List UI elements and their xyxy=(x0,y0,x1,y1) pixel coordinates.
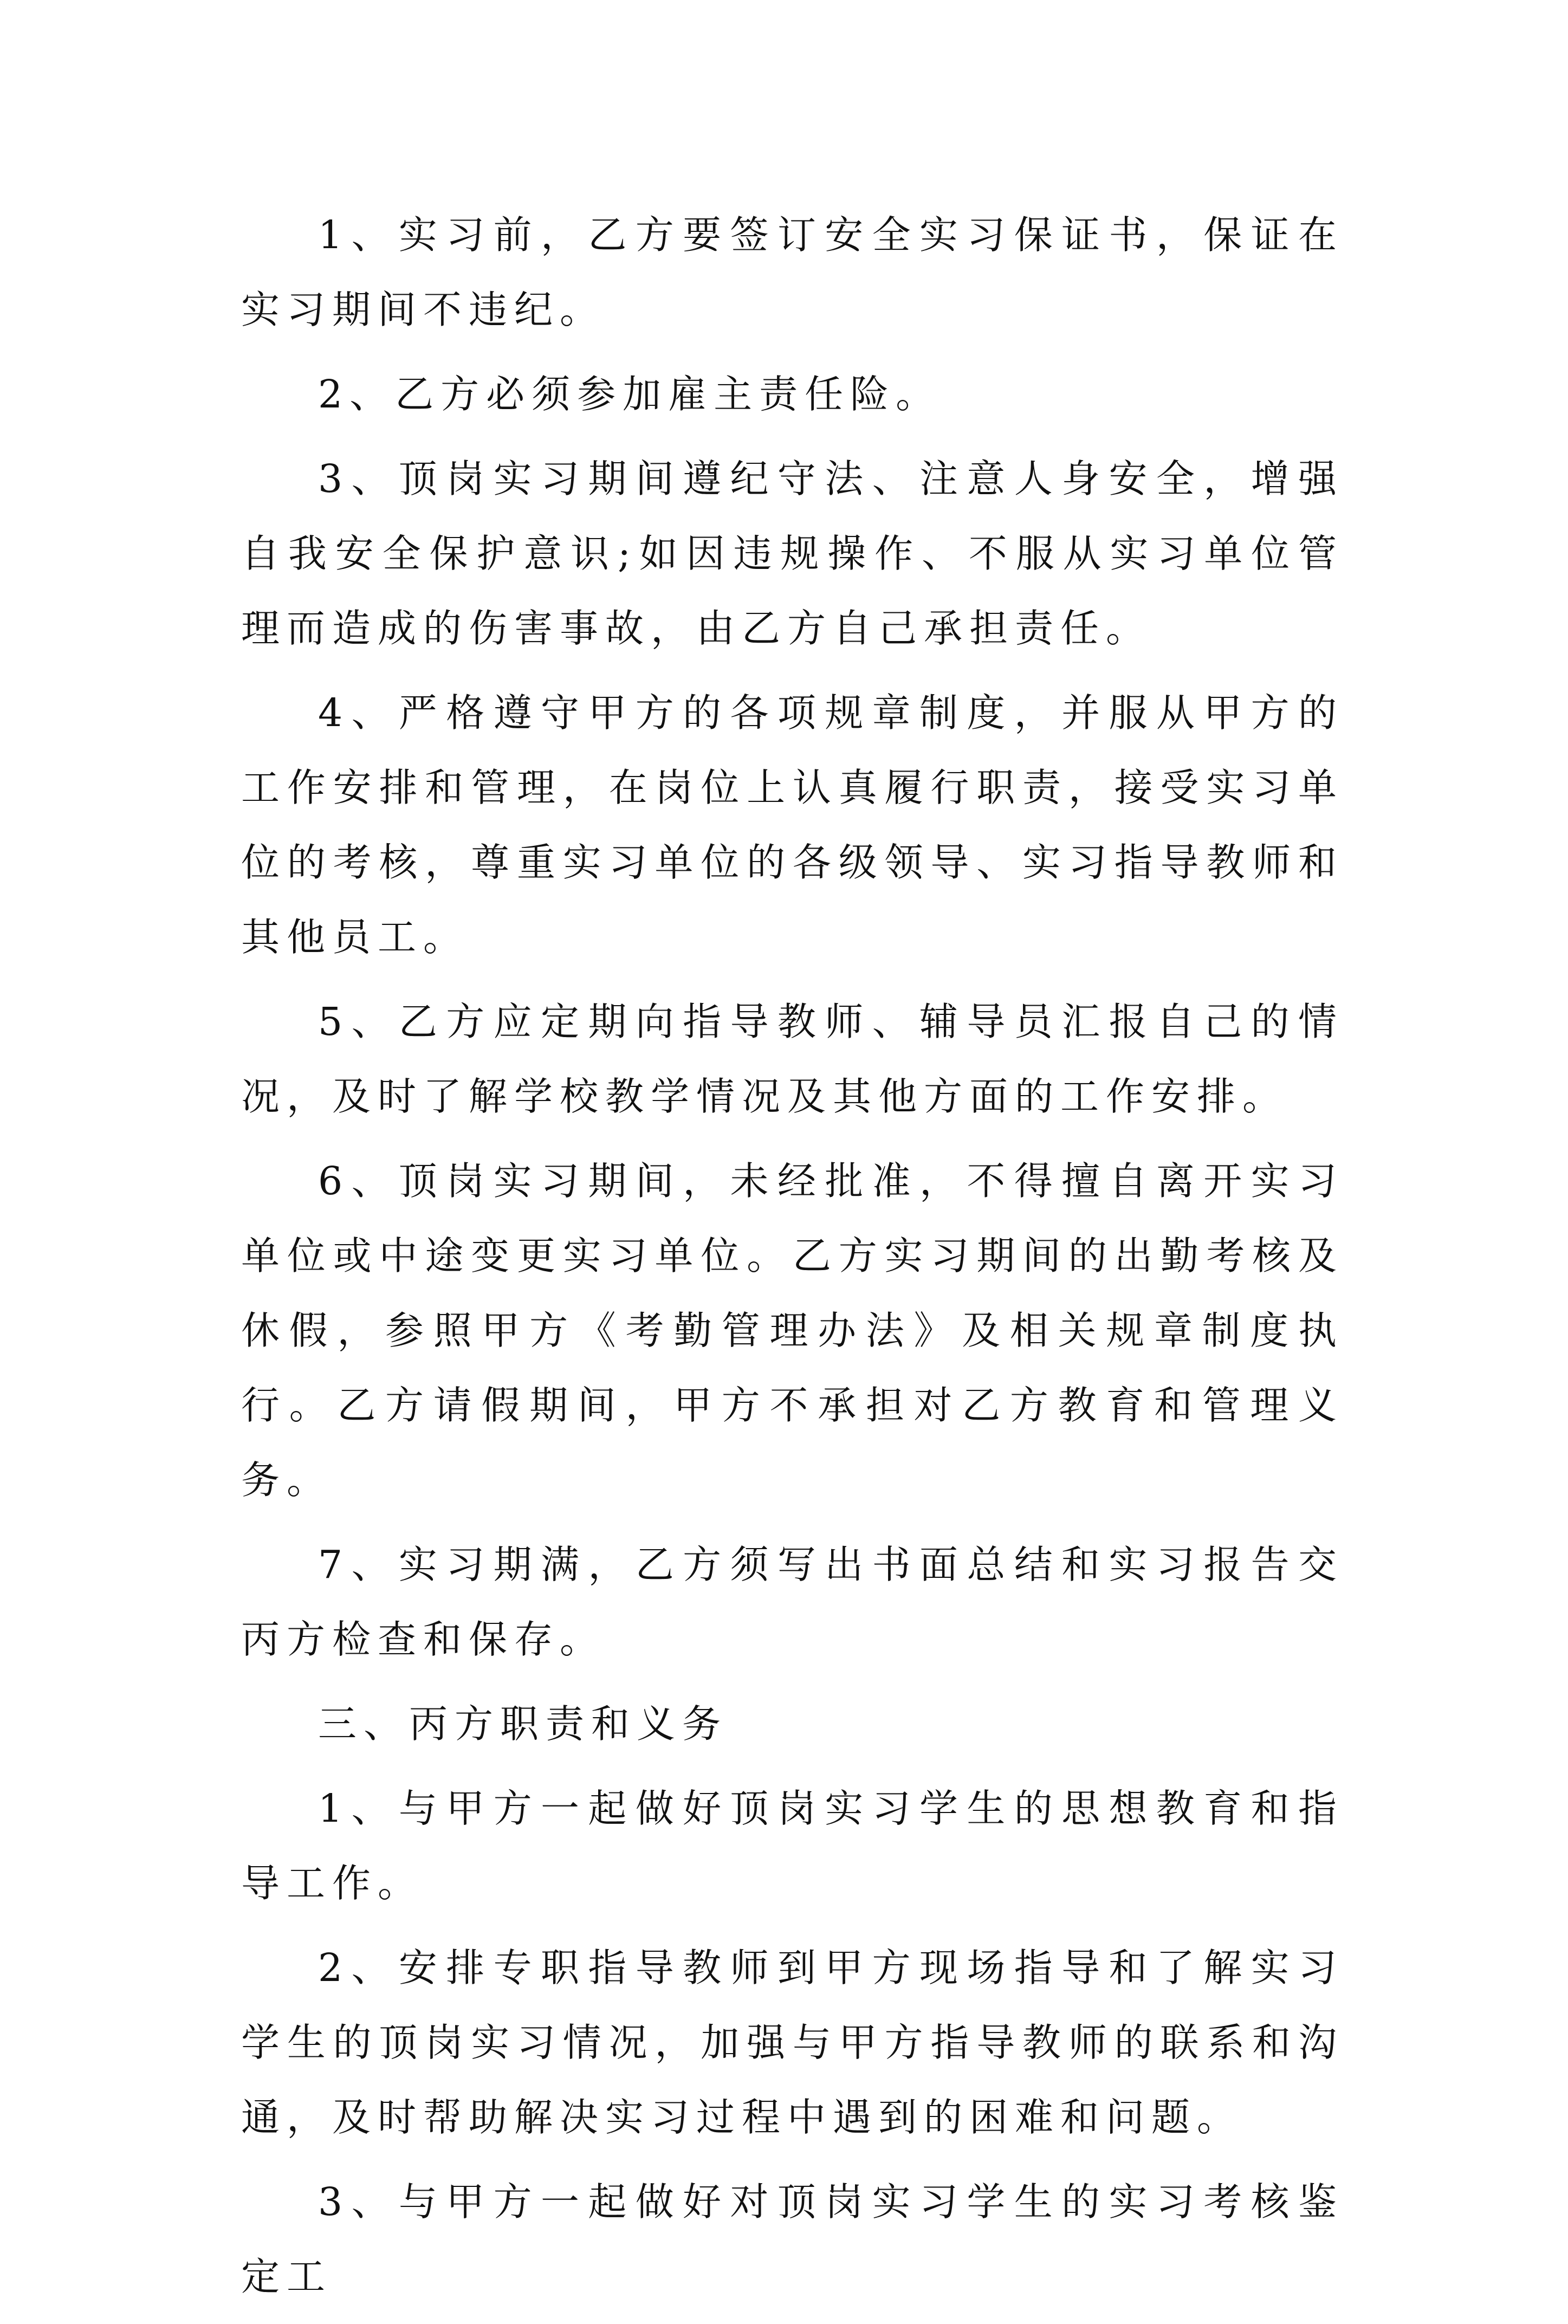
paragraph-item-3: 3、顶岗实习期间遵纪守法、注意人身安全，增强自我安全保护意识;如因违规操作、不服从实习单位管理而造成的伤害事故，由乙方自己承担责任。 xyxy=(241,456,1344,651)
paragraph-item-4: 4、严格遵守甲方的各项规章制度，并服从甲方的工作安排和管理，在岗位上认真履行职责，接受实习单位的考核，尊重实习单位的各级领导、实习指导教师和其他员工。 xyxy=(241,690,1344,960)
paragraph-item-7: 7、实习期满，乙方须写出书面总结和实习报告交丙方检查和保存。 xyxy=(241,1542,1344,1662)
paragraph-item-1: 1、实习前，乙方要签订安全实习保证书，保证在实习期间不违纪。 xyxy=(241,212,1344,332)
paragraph-item-10: 3、与甲方一起做好对顶岗实习学生的实习考核鉴定工 xyxy=(241,2179,1344,2299)
paragraph-item-6: 6、顶岗实习期间，未经批准，不得擅自离开实习单位或中途变更实习单位。乙方实习期间的出勤考核及休假，参照甲方《考勤管理办法》及相关规章制度执行。乙方请假期间，甲方不承担对乙方教育和管理义务。 xyxy=(241,1158,1344,1503)
paragraph-item-8: 1、与甲方一起做好顶岗实习学生的思想教育和指导工作。 xyxy=(241,1786,1344,1906)
document-body xyxy=(241,198,1344,2324)
paragraph-item-2: 2、乙方必须参加雇主责任险。 xyxy=(318,372,942,417)
paragraph-item-9: 2、安排专职指导教师到甲方现场指导和了解实习学生的顶岗实习情况，加强与甲方指导教师的联系和沟通，及时帮助解决实习过程中遇到的困难和问题。 xyxy=(241,1945,1344,2140)
paragraph-item-5: 5、乙方应定期向指导教师、辅导员汇报自己的情况，及时了解学校教学情况及其他方面的工作安排。 xyxy=(241,999,1344,1119)
section-heading: 三、丙方职责和义务 xyxy=(318,1701,728,1746)
